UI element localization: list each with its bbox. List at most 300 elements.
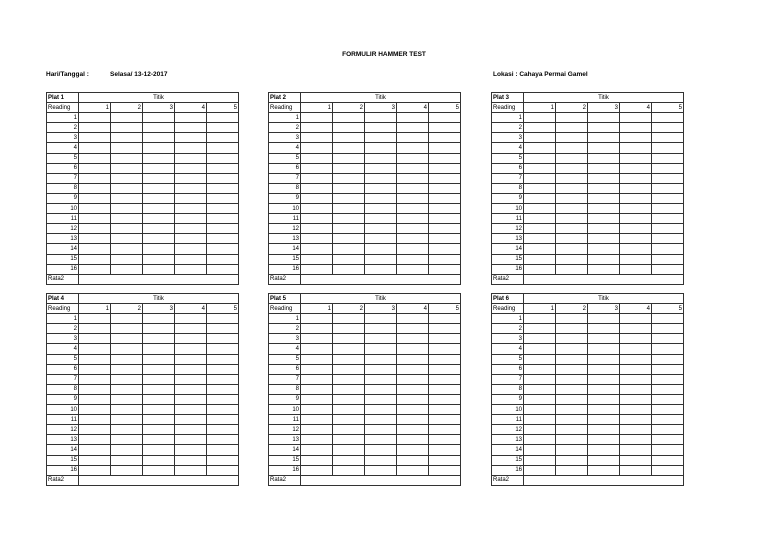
reading-cell[interactable] xyxy=(588,324,620,334)
reading-cell[interactable] xyxy=(143,435,175,445)
reading-cell[interactable] xyxy=(652,183,684,193)
reading-cell[interactable] xyxy=(111,445,143,455)
reading-cell[interactable] xyxy=(79,264,111,274)
reading-cell[interactable] xyxy=(524,445,556,455)
reading-cell[interactable] xyxy=(79,173,111,183)
reading-cell[interactable] xyxy=(397,193,429,203)
reading-cell[interactable] xyxy=(620,214,652,224)
reading-cell[interactable] xyxy=(365,224,397,234)
reading-cell[interactable] xyxy=(588,465,620,475)
reading-cell[interactable] xyxy=(524,455,556,465)
reading-cell[interactable] xyxy=(175,314,207,324)
reading-cell[interactable] xyxy=(620,153,652,163)
reading-cell[interactable] xyxy=(207,113,239,123)
reading-cell[interactable] xyxy=(588,314,620,324)
reading-cell[interactable] xyxy=(652,465,684,475)
reading-cell[interactable] xyxy=(333,384,365,394)
reading-cell[interactable] xyxy=(207,344,239,354)
reading-cell[interactable] xyxy=(429,224,461,234)
reading-cell[interactable] xyxy=(397,173,429,183)
reading-cell[interactable] xyxy=(588,133,620,143)
reading-cell[interactable] xyxy=(429,254,461,264)
reading-cell[interactable] xyxy=(301,224,333,234)
reading-cell[interactable] xyxy=(620,384,652,394)
reading-cell[interactable] xyxy=(301,384,333,394)
reading-cell[interactable] xyxy=(175,405,207,415)
reading-cell[interactable] xyxy=(620,234,652,244)
reading-cell[interactable] xyxy=(397,214,429,224)
reading-cell[interactable] xyxy=(79,415,111,425)
reading-cell[interactable] xyxy=(301,133,333,143)
reading-cell[interactable] xyxy=(143,324,175,334)
reading-cell[interactable] xyxy=(588,384,620,394)
reading-cell[interactable] xyxy=(620,314,652,324)
reading-cell[interactable] xyxy=(652,334,684,344)
reading-cell[interactable] xyxy=(301,445,333,455)
reading-cell[interactable] xyxy=(429,415,461,425)
reading-cell[interactable] xyxy=(429,183,461,193)
reading-cell[interactable] xyxy=(207,163,239,173)
reading-cell[interactable] xyxy=(143,204,175,214)
reading-cell[interactable] xyxy=(524,374,556,384)
reading-cell[interactable] xyxy=(556,234,588,244)
reading-cell[interactable] xyxy=(333,415,365,425)
reading-cell[interactable] xyxy=(111,264,143,274)
reading-cell[interactable] xyxy=(79,435,111,445)
reading-cell[interactable] xyxy=(365,254,397,264)
reading-cell[interactable] xyxy=(556,254,588,264)
reading-cell[interactable] xyxy=(652,113,684,123)
reading-cell[interactable] xyxy=(620,123,652,133)
reading-cell[interactable] xyxy=(175,354,207,364)
reading-cell[interactable] xyxy=(556,133,588,143)
reading-cell[interactable] xyxy=(333,163,365,173)
reading-cell[interactable] xyxy=(111,204,143,214)
reading-cell[interactable] xyxy=(111,113,143,123)
reading-cell[interactable] xyxy=(207,204,239,214)
reading-cell[interactable] xyxy=(301,465,333,475)
reading-cell[interactable] xyxy=(397,415,429,425)
reading-cell[interactable] xyxy=(111,415,143,425)
reading-cell[interactable] xyxy=(365,465,397,475)
reading-cell[interactable] xyxy=(143,425,175,435)
reading-cell[interactable] xyxy=(111,163,143,173)
reading-cell[interactable] xyxy=(143,254,175,264)
reading-cell[interactable] xyxy=(397,133,429,143)
reading-cell[interactable] xyxy=(79,163,111,173)
reading-cell[interactable] xyxy=(397,204,429,214)
reading-cell[interactable] xyxy=(111,394,143,404)
reading-cell[interactable] xyxy=(301,435,333,445)
reading-cell[interactable] xyxy=(143,183,175,193)
reading-cell[interactable] xyxy=(429,445,461,455)
reading-cell[interactable] xyxy=(301,163,333,173)
reading-cell[interactable] xyxy=(397,405,429,415)
reading-cell[interactable] xyxy=(111,435,143,445)
reading-cell[interactable] xyxy=(365,193,397,203)
reading-cell[interactable] xyxy=(175,264,207,274)
reading-cell[interactable] xyxy=(620,435,652,445)
reading-cell[interactable] xyxy=(588,415,620,425)
reading-cell[interactable] xyxy=(143,153,175,163)
reading-cell[interactable] xyxy=(301,425,333,435)
reading-cell[interactable] xyxy=(175,384,207,394)
reading-cell[interactable] xyxy=(620,405,652,415)
reading-cell[interactable] xyxy=(79,384,111,394)
reading-cell[interactable] xyxy=(365,394,397,404)
reading-cell[interactable] xyxy=(652,163,684,173)
reading-cell[interactable] xyxy=(333,153,365,163)
reading-cell[interactable] xyxy=(556,113,588,123)
reading-cell[interactable] xyxy=(79,425,111,435)
reading-cell[interactable] xyxy=(333,425,365,435)
reading-cell[interactable] xyxy=(524,153,556,163)
reading-cell[interactable] xyxy=(588,204,620,214)
reading-cell[interactable] xyxy=(111,133,143,143)
reading-cell[interactable] xyxy=(397,234,429,244)
reading-cell[interactable] xyxy=(111,455,143,465)
reading-cell[interactable] xyxy=(175,344,207,354)
reading-cell[interactable] xyxy=(429,374,461,384)
reading-cell[interactable] xyxy=(556,163,588,173)
reading-cell[interactable] xyxy=(652,344,684,354)
reading-cell[interactable] xyxy=(111,425,143,435)
reading-cell[interactable] xyxy=(111,354,143,364)
reading-cell[interactable] xyxy=(429,163,461,173)
reading-cell[interactable] xyxy=(524,234,556,244)
reading-cell[interactable] xyxy=(556,123,588,133)
reading-cell[interactable] xyxy=(333,224,365,234)
reading-cell[interactable] xyxy=(652,354,684,364)
reading-cell[interactable] xyxy=(365,214,397,224)
reading-cell[interactable] xyxy=(556,394,588,404)
reading-cell[interactable] xyxy=(556,445,588,455)
reading-cell[interactable] xyxy=(333,465,365,475)
average-cell[interactable] xyxy=(79,475,239,485)
reading-cell[interactable] xyxy=(79,254,111,264)
reading-cell[interactable] xyxy=(588,183,620,193)
reading-cell[interactable] xyxy=(365,314,397,324)
reading-cell[interactable] xyxy=(652,394,684,404)
reading-cell[interactable] xyxy=(175,244,207,254)
reading-cell[interactable] xyxy=(588,435,620,445)
reading-cell[interactable] xyxy=(397,465,429,475)
reading-cell[interactable] xyxy=(652,214,684,224)
reading-cell[interactable] xyxy=(301,314,333,324)
reading-cell[interactable] xyxy=(620,173,652,183)
reading-cell[interactable] xyxy=(365,123,397,133)
reading-cell[interactable] xyxy=(652,234,684,244)
reading-cell[interactable] xyxy=(301,415,333,425)
reading-cell[interactable] xyxy=(175,465,207,475)
reading-cell[interactable] xyxy=(588,344,620,354)
reading-cell[interactable] xyxy=(365,204,397,214)
reading-cell[interactable] xyxy=(207,384,239,394)
reading-cell[interactable] xyxy=(588,254,620,264)
reading-cell[interactable] xyxy=(175,224,207,234)
reading-cell[interactable] xyxy=(333,133,365,143)
reading-cell[interactable] xyxy=(620,113,652,123)
reading-cell[interactable] xyxy=(620,133,652,143)
reading-cell[interactable] xyxy=(397,143,429,153)
reading-cell[interactable] xyxy=(429,133,461,143)
reading-cell[interactable] xyxy=(397,445,429,455)
reading-cell[interactable] xyxy=(556,405,588,415)
reading-cell[interactable] xyxy=(397,425,429,435)
reading-cell[interactable] xyxy=(652,204,684,214)
reading-cell[interactable] xyxy=(79,123,111,133)
reading-cell[interactable] xyxy=(588,244,620,254)
reading-cell[interactable] xyxy=(397,324,429,334)
reading-cell[interactable] xyxy=(207,244,239,254)
reading-cell[interactable] xyxy=(365,425,397,435)
reading-cell[interactable] xyxy=(397,123,429,133)
reading-cell[interactable] xyxy=(301,394,333,404)
reading-cell[interactable] xyxy=(79,334,111,344)
reading-cell[interactable] xyxy=(143,384,175,394)
reading-cell[interactable] xyxy=(556,354,588,364)
reading-cell[interactable] xyxy=(620,143,652,153)
reading-cell[interactable] xyxy=(620,334,652,344)
reading-cell[interactable] xyxy=(524,133,556,143)
reading-cell[interactable] xyxy=(588,405,620,415)
reading-cell[interactable] xyxy=(429,405,461,415)
reading-cell[interactable] xyxy=(620,374,652,384)
reading-cell[interactable] xyxy=(652,143,684,153)
reading-cell[interactable] xyxy=(143,113,175,123)
reading-cell[interactable] xyxy=(301,334,333,344)
reading-cell[interactable] xyxy=(333,435,365,445)
reading-cell[interactable] xyxy=(111,344,143,354)
reading-cell[interactable] xyxy=(524,254,556,264)
reading-cell[interactable] xyxy=(524,224,556,234)
reading-cell[interactable] xyxy=(588,364,620,374)
reading-cell[interactable] xyxy=(556,143,588,153)
reading-cell[interactable] xyxy=(333,204,365,214)
reading-cell[interactable] xyxy=(556,153,588,163)
reading-cell[interactable] xyxy=(524,244,556,254)
reading-cell[interactable] xyxy=(556,183,588,193)
reading-cell[interactable] xyxy=(652,193,684,203)
reading-cell[interactable] xyxy=(556,455,588,465)
reading-cell[interactable] xyxy=(556,214,588,224)
reading-cell[interactable] xyxy=(111,314,143,324)
reading-cell[interactable] xyxy=(207,324,239,334)
reading-cell[interactable] xyxy=(365,405,397,415)
reading-cell[interactable] xyxy=(175,133,207,143)
reading-cell[interactable] xyxy=(397,113,429,123)
reading-cell[interactable] xyxy=(143,133,175,143)
reading-cell[interactable] xyxy=(175,183,207,193)
reading-cell[interactable] xyxy=(556,334,588,344)
reading-cell[interactable] xyxy=(524,163,556,173)
reading-cell[interactable] xyxy=(79,314,111,324)
reading-cell[interactable] xyxy=(429,324,461,334)
reading-cell[interactable] xyxy=(207,354,239,364)
reading-cell[interactable] xyxy=(397,163,429,173)
reading-cell[interactable] xyxy=(207,123,239,133)
reading-cell[interactable] xyxy=(111,254,143,264)
reading-cell[interactable] xyxy=(588,153,620,163)
reading-cell[interactable] xyxy=(175,234,207,244)
reading-cell[interactable] xyxy=(111,244,143,254)
reading-cell[interactable] xyxy=(175,113,207,123)
reading-cell[interactable] xyxy=(301,254,333,264)
reading-cell[interactable] xyxy=(397,374,429,384)
reading-cell[interactable] xyxy=(652,324,684,334)
reading-cell[interactable] xyxy=(175,455,207,465)
reading-cell[interactable] xyxy=(556,193,588,203)
reading-cell[interactable] xyxy=(620,163,652,173)
reading-cell[interactable] xyxy=(175,364,207,374)
reading-cell[interactable] xyxy=(143,334,175,344)
reading-cell[interactable] xyxy=(365,374,397,384)
reading-cell[interactable] xyxy=(111,153,143,163)
reading-cell[interactable] xyxy=(397,254,429,264)
reading-cell[interactable] xyxy=(79,364,111,374)
reading-cell[interactable] xyxy=(111,143,143,153)
reading-cell[interactable] xyxy=(207,133,239,143)
reading-cell[interactable] xyxy=(333,244,365,254)
reading-cell[interactable] xyxy=(620,425,652,435)
reading-cell[interactable] xyxy=(652,264,684,274)
reading-cell[interactable] xyxy=(175,163,207,173)
reading-cell[interactable] xyxy=(429,314,461,324)
reading-cell[interactable] xyxy=(652,384,684,394)
reading-cell[interactable] xyxy=(111,193,143,203)
reading-cell[interactable] xyxy=(365,334,397,344)
reading-cell[interactable] xyxy=(652,133,684,143)
reading-cell[interactable] xyxy=(333,193,365,203)
reading-cell[interactable] xyxy=(365,344,397,354)
reading-cell[interactable] xyxy=(333,324,365,334)
reading-cell[interactable] xyxy=(652,224,684,234)
reading-cell[interactable] xyxy=(207,173,239,183)
reading-cell[interactable] xyxy=(429,173,461,183)
reading-cell[interactable] xyxy=(365,183,397,193)
reading-cell[interactable] xyxy=(143,415,175,425)
reading-cell[interactable] xyxy=(143,374,175,384)
reading-cell[interactable] xyxy=(79,405,111,415)
reading-cell[interactable] xyxy=(301,214,333,224)
reading-cell[interactable] xyxy=(397,344,429,354)
reading-cell[interactable] xyxy=(652,364,684,374)
reading-cell[interactable] xyxy=(79,133,111,143)
reading-cell[interactable] xyxy=(143,193,175,203)
reading-cell[interactable] xyxy=(175,425,207,435)
reading-cell[interactable] xyxy=(556,425,588,435)
reading-cell[interactable] xyxy=(588,455,620,465)
reading-cell[interactable] xyxy=(524,344,556,354)
reading-cell[interactable] xyxy=(333,234,365,244)
reading-cell[interactable] xyxy=(207,264,239,274)
reading-cell[interactable] xyxy=(524,193,556,203)
reading-cell[interactable] xyxy=(556,324,588,334)
reading-cell[interactable] xyxy=(301,113,333,123)
reading-cell[interactable] xyxy=(620,183,652,193)
reading-cell[interactable] xyxy=(588,234,620,244)
reading-cell[interactable] xyxy=(207,224,239,234)
reading-cell[interactable] xyxy=(301,123,333,133)
reading-cell[interactable] xyxy=(397,364,429,374)
reading-cell[interactable] xyxy=(301,455,333,465)
reading-cell[interactable] xyxy=(301,374,333,384)
reading-cell[interactable] xyxy=(175,193,207,203)
reading-cell[interactable] xyxy=(397,264,429,274)
reading-cell[interactable] xyxy=(556,314,588,324)
reading-cell[interactable] xyxy=(652,445,684,455)
reading-cell[interactable] xyxy=(397,153,429,163)
reading-cell[interactable] xyxy=(79,354,111,364)
reading-cell[interactable] xyxy=(652,455,684,465)
reading-cell[interactable] xyxy=(333,214,365,224)
reading-cell[interactable] xyxy=(524,314,556,324)
reading-cell[interactable] xyxy=(207,374,239,384)
average-cell[interactable] xyxy=(301,475,461,485)
reading-cell[interactable] xyxy=(524,465,556,475)
reading-cell[interactable] xyxy=(588,123,620,133)
reading-cell[interactable] xyxy=(143,214,175,224)
reading-cell[interactable] xyxy=(620,394,652,404)
reading-cell[interactable] xyxy=(143,354,175,364)
reading-cell[interactable] xyxy=(620,364,652,374)
reading-cell[interactable] xyxy=(429,244,461,254)
reading-cell[interactable] xyxy=(207,254,239,264)
reading-cell[interactable] xyxy=(588,394,620,404)
reading-cell[interactable] xyxy=(79,455,111,465)
reading-cell[interactable] xyxy=(143,234,175,244)
reading-cell[interactable] xyxy=(111,123,143,133)
reading-cell[interactable] xyxy=(620,465,652,475)
reading-cell[interactable] xyxy=(620,254,652,264)
reading-cell[interactable] xyxy=(111,364,143,374)
reading-cell[interactable] xyxy=(143,173,175,183)
reading-cell[interactable] xyxy=(365,133,397,143)
reading-cell[interactable] xyxy=(175,123,207,133)
reading-cell[interactable] xyxy=(524,384,556,394)
reading-cell[interactable] xyxy=(429,204,461,214)
reading-cell[interactable] xyxy=(79,374,111,384)
reading-cell[interactable] xyxy=(143,455,175,465)
reading-cell[interactable] xyxy=(143,364,175,374)
reading-cell[interactable] xyxy=(175,334,207,344)
reading-cell[interactable] xyxy=(652,123,684,133)
reading-cell[interactable] xyxy=(397,354,429,364)
reading-cell[interactable] xyxy=(397,183,429,193)
reading-cell[interactable] xyxy=(524,394,556,404)
reading-cell[interactable] xyxy=(79,244,111,254)
reading-cell[interactable] xyxy=(620,415,652,425)
reading-cell[interactable] xyxy=(301,364,333,374)
reading-cell[interactable] xyxy=(111,465,143,475)
reading-cell[interactable] xyxy=(207,465,239,475)
reading-cell[interactable] xyxy=(79,214,111,224)
reading-cell[interactable] xyxy=(301,173,333,183)
reading-cell[interactable] xyxy=(524,123,556,133)
reading-cell[interactable] xyxy=(365,354,397,364)
reading-cell[interactable] xyxy=(111,324,143,334)
reading-cell[interactable] xyxy=(524,364,556,374)
reading-cell[interactable] xyxy=(207,234,239,244)
reading-cell[interactable] xyxy=(620,344,652,354)
reading-cell[interactable] xyxy=(175,254,207,264)
reading-cell[interactable] xyxy=(301,405,333,415)
reading-cell[interactable] xyxy=(333,183,365,193)
reading-cell[interactable] xyxy=(524,354,556,364)
reading-cell[interactable] xyxy=(301,143,333,153)
reading-cell[interactable] xyxy=(556,344,588,354)
reading-cell[interactable] xyxy=(143,163,175,173)
